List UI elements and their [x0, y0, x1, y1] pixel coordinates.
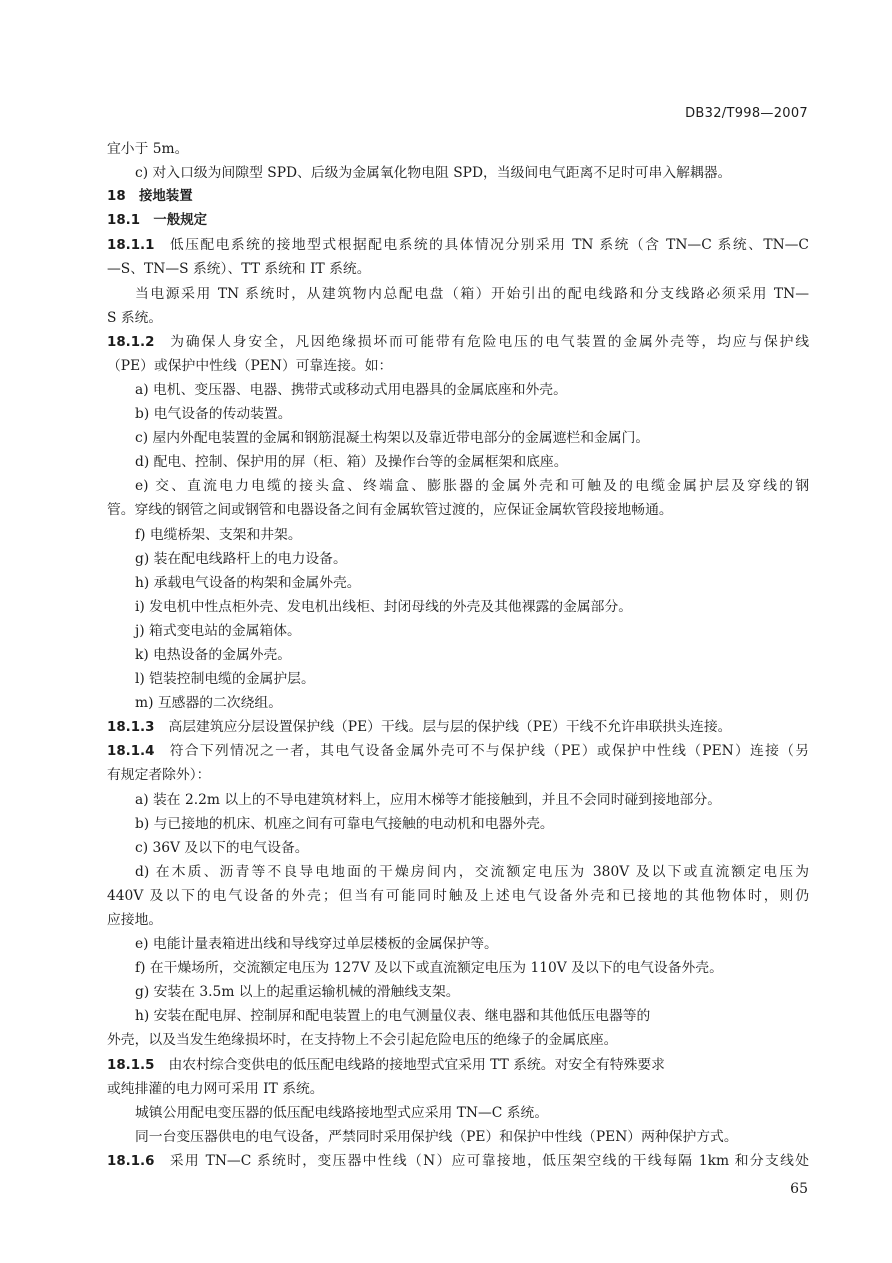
line-text: 符合下列情况之一者，其电气设备金属外壳可不与保护线（PE）或保护中性线（PEN）连接（另: [168, 743, 809, 760]
text-line: [107, 378, 809, 402]
text-line: [107, 547, 809, 571]
text-line: [107, 812, 809, 836]
text-line: [107, 932, 809, 956]
line-text: 同一台变压器供电的电气设备，严禁同时采用保护线（PE）和保护中性线（PEN）两种保护方式。: [135, 1128, 738, 1145]
text-line: [107, 1101, 809, 1125]
text-line: [107, 763, 809, 787]
text-line: [107, 1053, 809, 1077]
line-text: 高层建筑应分层设置保护线（PE）干线。层与层的保护线（PE）干线不允许串联拱头连接。: [168, 719, 732, 736]
line-text: （PE）或保护中性线（PEN）可靠连接。如：: [107, 357, 393, 374]
text-line: [107, 715, 809, 739]
line-text: a) 电机、变压器、电器、携带式或移动式用电器具的金属底座和外壳。: [135, 381, 567, 398]
clause-number: 18.1.4: [107, 744, 155, 760]
page-number: 65: [790, 1181, 808, 1197]
line-text: c) 对入口级为间隙型 SPD、后级为金属氧化物电阻 SPD，当级间电气距离不足时可串入解耦器。: [135, 165, 732, 182]
text-line: [107, 306, 809, 330]
text-line: [107, 137, 809, 161]
text-line: [107, 691, 809, 715]
line-text: f) 在干燥场所，交流额定电压为 127V 及以下或直流额定电压为 110V 及以下的电气设备外壳。: [135, 960, 723, 977]
clause-number: 18.1.2: [107, 334, 155, 350]
text-line: [107, 667, 809, 691]
line-text: S 系统。: [107, 309, 163, 326]
line-text: 低压配电系统的接地型式根据配电系统的具体情况分别采用 TN 系统（含 TN—C 系统、TN—C: [168, 237, 809, 254]
line-text: b) 与已接地的机床、机座之间有可靠电气接触的电动机和电器外壳。: [135, 815, 554, 832]
text-line: [107, 836, 809, 860]
text-line: [107, 643, 809, 667]
line-text: 18 接地装置: [107, 189, 193, 205]
line-text: —S、TN—S 系统）、TT 系统和 IT 系统。: [107, 261, 371, 278]
text-line: [107, 330, 809, 354]
line-text: j) 箱式变电站的金属箱体。: [135, 622, 301, 639]
text-line: [107, 980, 809, 1004]
text-line: [107, 908, 809, 932]
text-line: [107, 209, 809, 233]
line-text: 有规定者除外）：: [107, 767, 211, 784]
line-text: g) 装在配电线路杆上的电力设备。: [135, 550, 347, 567]
line-text: 宜小于 5m。: [107, 141, 189, 157]
line-text: 440V 及以下的电气设备的外壳；但当有可能同时触及上述电气设备外壳和已接地的其他物体时，则仍: [107, 887, 809, 904]
document-code: DB32/T998—2007: [685, 106, 808, 121]
line-text: c) 36V 及以下的电气设备。: [135, 839, 309, 856]
line-text: 为确保人身安全，凡因绝缘损坏而可能带有危险电压的电气装置的金属外壳等，均应与保护线: [168, 333, 809, 350]
text-line: [107, 354, 809, 378]
text-line: [107, 233, 809, 257]
line-text: c) 屋内外配电装置的金属和钢筋混凝土构架以及靠近带电部分的金属遮栏和金属门。: [135, 430, 650, 447]
text-line: [107, 884, 809, 908]
line-text: 当电源采用 TN 系统时，从建筑物内总配电盘（箱）开始引出的配电线路和分支线路必须采用 TN—: [135, 285, 809, 302]
text-line: [107, 1077, 809, 1101]
text-line: [107, 619, 809, 643]
line-text: h) 承载电气设备的构架和金属外壳。: [135, 574, 361, 591]
clause-number: 18.1.1: [107, 238, 155, 254]
text-line: [107, 282, 809, 306]
text-line: [107, 595, 809, 619]
line-text: a) 装在 2.2m 以上的不导电建筑材料上，应用木梯等才能接触到，并且不会同时碰到接地部分。: [135, 791, 722, 808]
line-text: 管。穿线的钢管之间或钢管和电器设备之间有金属软管过渡的，应保证金属软管段接地畅通。: [107, 502, 673, 519]
text-line: [107, 161, 809, 185]
line-text: 由农村综合变供电的低压配电线路的接地型式宜采用 TT 系统。对安全有特殊要求: [168, 1056, 665, 1073]
text-line: [107, 739, 809, 763]
line-text: 外壳，以及当发生绝缘损坏时，在支持物上不会引起危险电压的绝缘子的金属底座。: [107, 1032, 618, 1049]
line-text: e) 交、直流电力电缆的接头盒、终端盒、膨胀器的金属外壳和可触及的电缆金属护层及穿线的钢: [135, 478, 809, 495]
line-text: 城镇公用配电变压器的低压配电线路接地型式应采用 TN—C 系统。: [135, 1104, 549, 1121]
line-text: l) 铠装控制电缆的金属护层。: [135, 671, 315, 688]
clause-number: 18.1.6: [107, 1153, 155, 1169]
line-text: 采用 TN—C 系统时，变压器中性线（N）应可靠接地，低压架空线的干线每隔 1km 和分支线处: [168, 1152, 809, 1169]
text-line: [107, 450, 809, 474]
text-line: [107, 956, 809, 980]
text-line: [107, 523, 809, 547]
text-line: [107, 1028, 809, 1052]
line-text: d) 在木质、沥青等不良导电地面的干燥房间内，交流额定电压为 380V 及以下或直流额定电压为: [135, 863, 809, 880]
line-text: b) 电气设备的传动装置。: [135, 406, 292, 423]
line-text: 应接地。: [107, 912, 163, 928]
text-line: [107, 185, 809, 209]
text-line: [107, 474, 809, 498]
text-line: [107, 1125, 809, 1149]
page-body: [107, 137, 809, 1173]
line-text: i) 发电机中性点柜外壳、发电机出线柜、封闭母线的外壳及其他裸露的金属部分。: [135, 598, 633, 615]
text-line: [107, 498, 809, 522]
text-line: [107, 571, 809, 595]
line-text: f) 电缆桥架、支架和井架。: [135, 526, 302, 543]
line-text: 或纯排灌的电力网可采用 IT 系统。: [107, 1080, 324, 1097]
line-text: h) 安装在配电屏、控制屏和配电装置上的电气测量仪表、继电器和其他低压电器等的: [135, 1008, 651, 1025]
text-line: [107, 860, 809, 884]
line-text: d) 配电、控制、保护用的屏（柜、箱）及操作台等的金属框架和底座。: [135, 454, 568, 471]
clause-number: 18.1.3: [107, 720, 155, 736]
line-text: k) 电热设备的金属外壳。: [135, 646, 292, 663]
line-text: e) 电能计量表箱进出线和导线穿过单层楼板的金属保护等。: [135, 936, 498, 953]
text-line: [107, 402, 809, 426]
clause-number: 18.1.5: [107, 1057, 155, 1073]
line-text: g) 安装在 3.5m 以上的起重运输机械的滑触线支架。: [135, 984, 460, 1001]
text-line: [107, 788, 809, 812]
text-line: [107, 1149, 809, 1173]
text-line: [107, 257, 809, 281]
text-line: [107, 1004, 809, 1028]
line-text: m) 互感器的二次绕组。: [135, 695, 283, 712]
line-text: 18.1 一般规定: [107, 213, 207, 229]
text-line: [107, 426, 809, 450]
